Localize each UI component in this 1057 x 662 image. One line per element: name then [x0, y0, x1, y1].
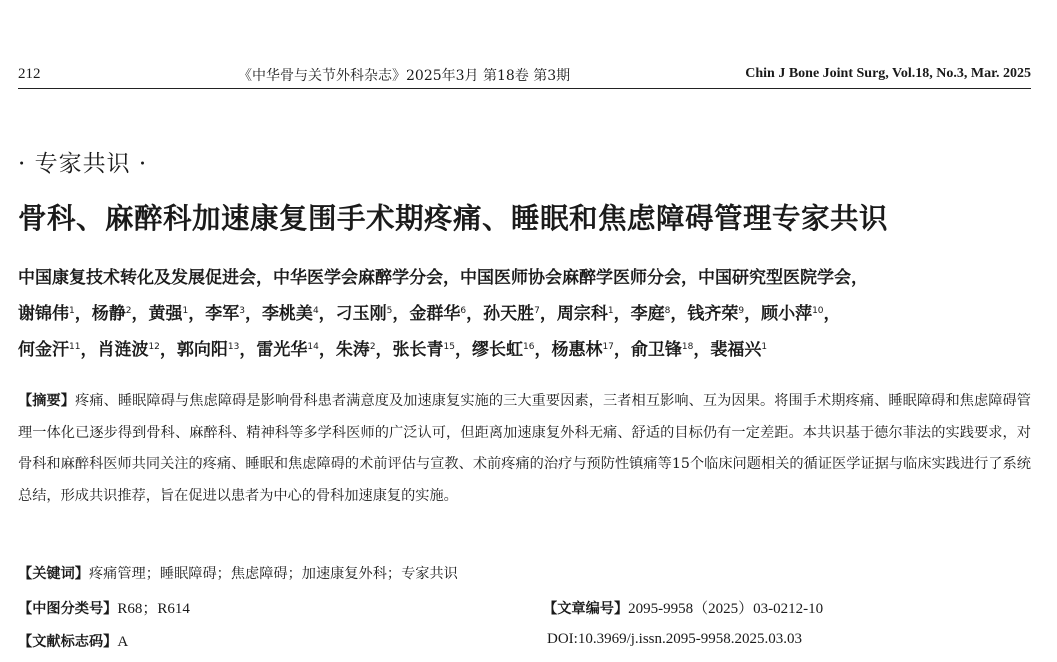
author-affiliation: 1 — [69, 306, 75, 316]
author-affiliation: 6 — [460, 306, 467, 316]
keywords — [18, 563, 1031, 583]
doi[interactable] — [547, 631, 802, 648]
doi-link[interactable]: DOI:10.3969/j.issn.2095-9958.2025.03.03 — [547, 631, 802, 647]
author-affiliation: 18 — [681, 342, 694, 352]
author-affiliation: 9 — [738, 306, 745, 316]
author-name: 谢锦伟$^1$ — [18, 304, 75, 324]
author-name: 郭向阳$^{13}$ — [176, 340, 240, 360]
page-number: 212 — [18, 66, 41, 82]
author-name: 刁玉刚$^5$ — [335, 304, 393, 324]
clc-label: 【中图分类号】 — [18, 601, 118, 617]
organizations-line: 中国康复技术转化及发展促进会，中华医学会麻醉学分会，中国医师协会麻醉学医师分会，中国研究型医院学会， — [18, 268, 868, 288]
author-name: 金群华$^6$ — [409, 304, 467, 324]
author-name: 钱齐荣$^9$ — [687, 304, 745, 324]
abstract-label: 【摘要】 — [18, 393, 76, 409]
author-affiliation: 1 — [182, 306, 189, 316]
author-affiliation: 1 — [761, 342, 768, 352]
author-name: 黄强$^1$ — [148, 304, 189, 324]
author-affiliation: 1 — [607, 306, 614, 316]
running-header — [18, 60, 1031, 89]
author-list: 谢锦伟$^1$，杨静$^2$，黄强$^1$，李军$^3$，李桃美$^4$，刁玉刚$^5$，金群华$^6$，孙天胜$^7$，周宗科$^1$，李庭$^8$，钱齐荣$^9$，顾小萍$^{10}$， 何金汗$^{11}$，肖涟波$^{12}$，郭向阳$^{13}$，雷光华$^{14}$，朱涛$^2$，张长青$^{15}$，缪长虹$^{16}$，杨惠林$^{17}$，俞卫锋$^{18}$，裴福兴$^1$ — [18, 304, 841, 360]
article-no-value: 2095-9958（2025）03-0212-10 — [628, 601, 824, 617]
keywords-label: 【关键词】 — [18, 566, 89, 582]
author-name: 李庭$^8$ — [630, 304, 671, 324]
article-title: 骨科、麻醉科加速康复围手术期疼痛、睡眠和焦虑障碍管理专家共识 — [18, 202, 889, 235]
article-number — [543, 597, 823, 618]
author-name: 雷光华$^{14}$ — [256, 340, 319, 360]
clc-value: R68；R614 — [117, 601, 190, 617]
article-no-label: 【文章编号】 — [543, 601, 629, 617]
clc-number — [18, 597, 190, 618]
author-affiliation: 8 — [664, 306, 671, 316]
author-name: 李军$^3$ — [205, 304, 245, 324]
author-affiliation: 12 — [148, 342, 160, 352]
author-affiliation: 14 — [307, 342, 319, 352]
author-affiliation: 2 — [369, 342, 376, 352]
doc-code-label: 【文献标志码】 — [18, 634, 118, 650]
author-name: 何金汗$^{11}$ — [18, 340, 81, 360]
author-affiliation: 10 — [812, 306, 824, 316]
author-affiliation: 5 — [386, 306, 393, 316]
author-name: 朱涛$^2$ — [335, 340, 376, 360]
section-label: · 专家共识 · — [18, 151, 148, 177]
author-name: 杨惠林$^{17}$ — [551, 340, 614, 360]
author-name: 裴福兴$^1$ — [710, 340, 768, 360]
author-name: 俞卫锋$^{18}$ — [630, 340, 694, 360]
document-code — [18, 631, 128, 651]
author-affiliation: 13 — [227, 342, 240, 352]
author-name: 顾小萍$^{10}$ — [761, 304, 824, 324]
journal-name-en: Chin J Bone Joint Surg, Vol.18, No.3, Mar. 2025 — [745, 66, 1031, 81]
author-block — [18, 262, 1031, 367]
author-name: 孙天胜$^7$ — [483, 304, 540, 324]
author-name: 李桃美$^4$ — [261, 304, 319, 324]
author-name: 周宗科$^1$ — [556, 304, 614, 324]
author-name: 杨静$^2$ — [91, 304, 132, 324]
journal-name-cn: 《中华骨与关节外科杂志》2025年3月 第18卷 第3期 — [238, 68, 571, 84]
author-name: 张长青$^{15}$ — [392, 340, 455, 360]
author-affiliation: 2 — [125, 306, 132, 316]
doc-code-value: A — [117, 634, 129, 650]
author-name: 缪长虹$^{16}$ — [472, 340, 535, 360]
author-name: 肖涟波$^{12}$ — [97, 340, 160, 360]
author-affiliation: 16 — [523, 342, 535, 352]
author-affiliation: 11 — [69, 342, 81, 352]
author-affiliation: 3 — [239, 306, 245, 316]
keywords-text: 疼痛管理；睡眠障碍；焦虑障碍；加速康复外科；专家共识 — [88, 566, 458, 582]
author-affiliation: 17 — [602, 342, 614, 352]
abstract — [18, 386, 1031, 512]
abstract-text: 疼痛、睡眠障碍与焦虑障碍是影响骨科患者满意度及加速康复实施的三大重要因素，三者相互影响、互为因果。将围手术期疼痛、睡眠障碍和焦虑障碍管理一体化已逐步得到骨科、麻醉科、精神科等多学科医师的广泛认可，但距离加速康复外科无痛、舒适的目标仍有一定差距。本共识基于德尔菲法的实践要求，对骨科和麻醉科医师共同关注的疼痛、睡眠和焦虑障碍的术前评估与宣教、术前疼痛的治疗与预防性镇痛等15个临床问题相关的循证医学证据与临床实践进行了系统总结，形成共识推荐，旨在促进以患者为中心的骨科加速康复的实施。 — [18, 393, 1031, 504]
author-affiliation: 7 — [534, 306, 540, 316]
author-affiliation: 15 — [443, 342, 455, 352]
author-affiliation: 4 — [312, 306, 319, 316]
